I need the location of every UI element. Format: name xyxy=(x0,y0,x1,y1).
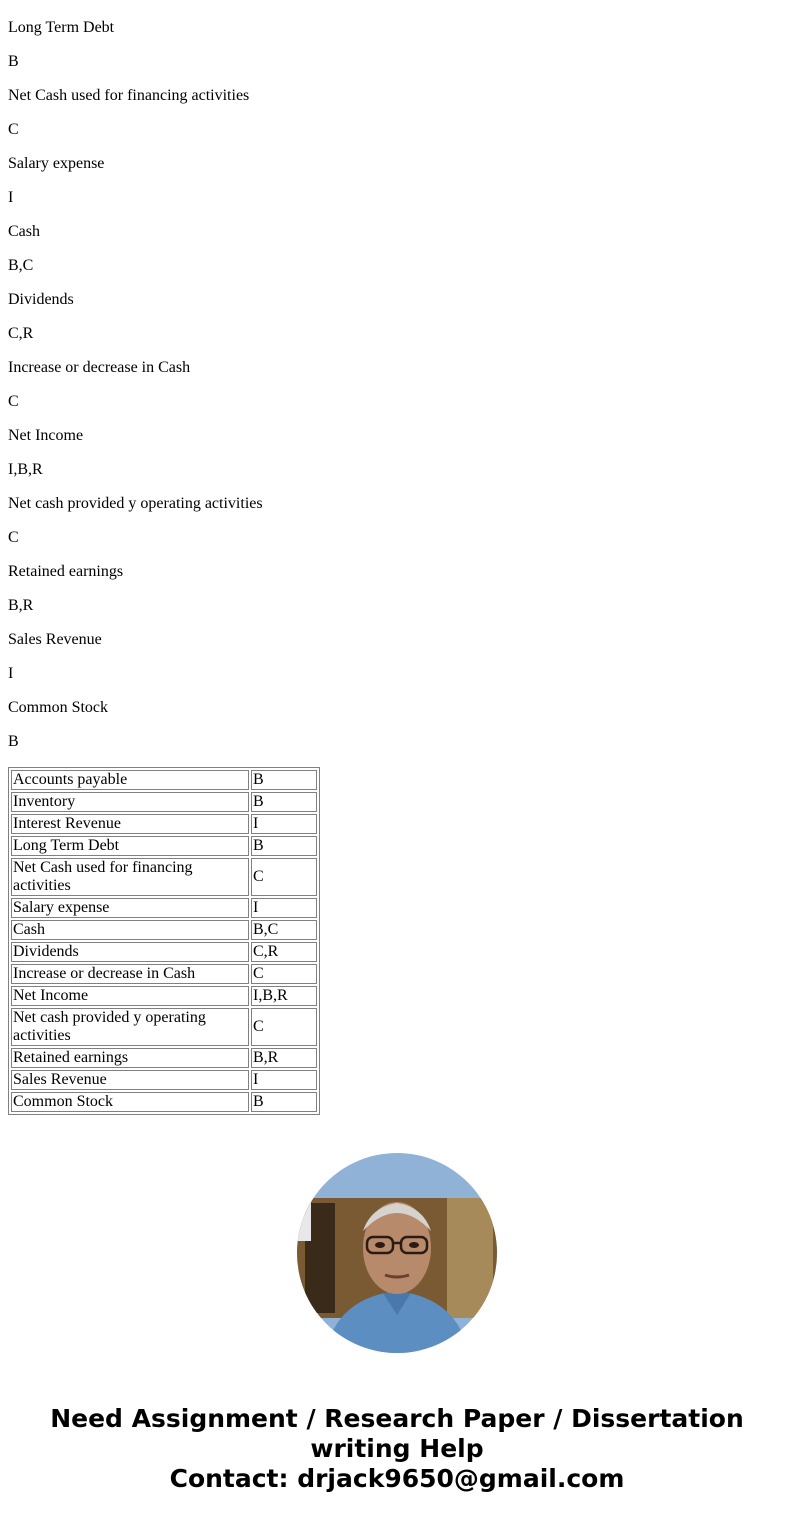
table-cell-account: Salary expense xyxy=(11,898,249,918)
paragraph: B xyxy=(8,53,19,70)
banner-line-title: Need Assignment / Research Paper / Dissertation xyxy=(50,1404,744,1433)
tutor-avatar-photo xyxy=(297,1153,497,1353)
table-cell-statement: C xyxy=(251,1008,317,1046)
paragraph: Cash xyxy=(8,223,40,240)
banner-line-contact: Contact: drjack9650@gmail.com xyxy=(169,1464,625,1493)
banner-line-help: writing Help xyxy=(310,1434,484,1463)
table-cell-statement: B xyxy=(251,836,317,856)
classification-table xyxy=(8,767,320,1115)
paragraph: C xyxy=(8,529,19,546)
table-row xyxy=(11,814,317,834)
table-cell-statement: C xyxy=(251,964,317,984)
table-row xyxy=(11,986,317,1006)
paragraph: B,C xyxy=(8,257,34,274)
paragraph: I xyxy=(8,665,14,682)
table-cell-statement: B xyxy=(251,1092,317,1112)
table-cell-statement: I,B,R xyxy=(251,986,317,1006)
table-cell-statement: C xyxy=(251,858,317,896)
table-row xyxy=(11,858,317,896)
table-cell-statement: B xyxy=(251,792,317,812)
paragraph: B xyxy=(8,733,19,750)
table-row xyxy=(11,770,317,790)
table-row xyxy=(11,1070,317,1090)
table-cell-statement: C,R xyxy=(251,942,317,962)
table-cell-account: Cash xyxy=(11,920,249,940)
person-portrait-icon xyxy=(297,1153,497,1353)
table-cell-account: Net cash provided y operating activities xyxy=(11,1008,249,1046)
paragraph: I,B,R xyxy=(8,461,43,478)
table-row xyxy=(11,1048,317,1068)
table-cell-statement: I xyxy=(251,814,317,834)
table-cell-statement: I xyxy=(251,1070,317,1090)
table-row xyxy=(11,1092,317,1112)
table-cell-account: Net Cash used for financing activities xyxy=(11,858,249,896)
table-cell-statement: B xyxy=(251,770,317,790)
table-row xyxy=(11,964,317,984)
table-cell-statement: B,R xyxy=(251,1048,317,1068)
table-cell-account: Long Term Debt xyxy=(11,836,249,856)
paragraph: Increase or decrease in Cash xyxy=(8,359,191,376)
table-cell-account: Sales Revenue xyxy=(11,1070,249,1090)
table-row xyxy=(11,836,317,856)
paragraph: Common Stock xyxy=(8,699,109,716)
paragraph: Long Term Debt xyxy=(8,19,115,36)
classification-table-wrapper xyxy=(8,767,320,1115)
table-row xyxy=(11,1008,317,1046)
table-cell-account: Common Stock xyxy=(11,1092,249,1112)
paragraph: Net cash provided y operating activities xyxy=(8,495,263,512)
paragraph: Sales Revenue xyxy=(8,631,102,648)
paragraph: Salary expense xyxy=(8,155,105,172)
paragraph: C,R xyxy=(8,325,34,342)
table-row xyxy=(11,792,317,812)
paragraph: B,R xyxy=(8,597,34,614)
table-cell-account: Inventory xyxy=(11,792,249,812)
table-cell-account: Dividends xyxy=(11,942,249,962)
table-cell-account: Interest Revenue xyxy=(11,814,249,834)
paragraph: Dividends xyxy=(8,291,74,308)
paragraph: Retained earnings xyxy=(8,563,124,580)
table-cell-account: Net Income xyxy=(11,986,249,1006)
table-cell-statement: B,C xyxy=(251,920,317,940)
table-row xyxy=(11,920,317,940)
table-cell-account: Accounts payable xyxy=(11,770,249,790)
table-cell-account: Increase or decrease in Cash xyxy=(11,964,249,984)
table-cell-statement: I xyxy=(251,898,317,918)
contact-banner xyxy=(0,1404,794,1494)
table-cell-account: Retained earnings xyxy=(11,1048,249,1068)
paragraph: Net Income xyxy=(8,427,84,444)
paragraph: I xyxy=(8,189,14,206)
table-row xyxy=(11,942,317,962)
paragraph: Net Cash used for financing activities xyxy=(8,87,250,104)
table-row xyxy=(11,898,317,918)
paragraph: C xyxy=(8,393,19,410)
paragraph: C xyxy=(8,121,19,138)
